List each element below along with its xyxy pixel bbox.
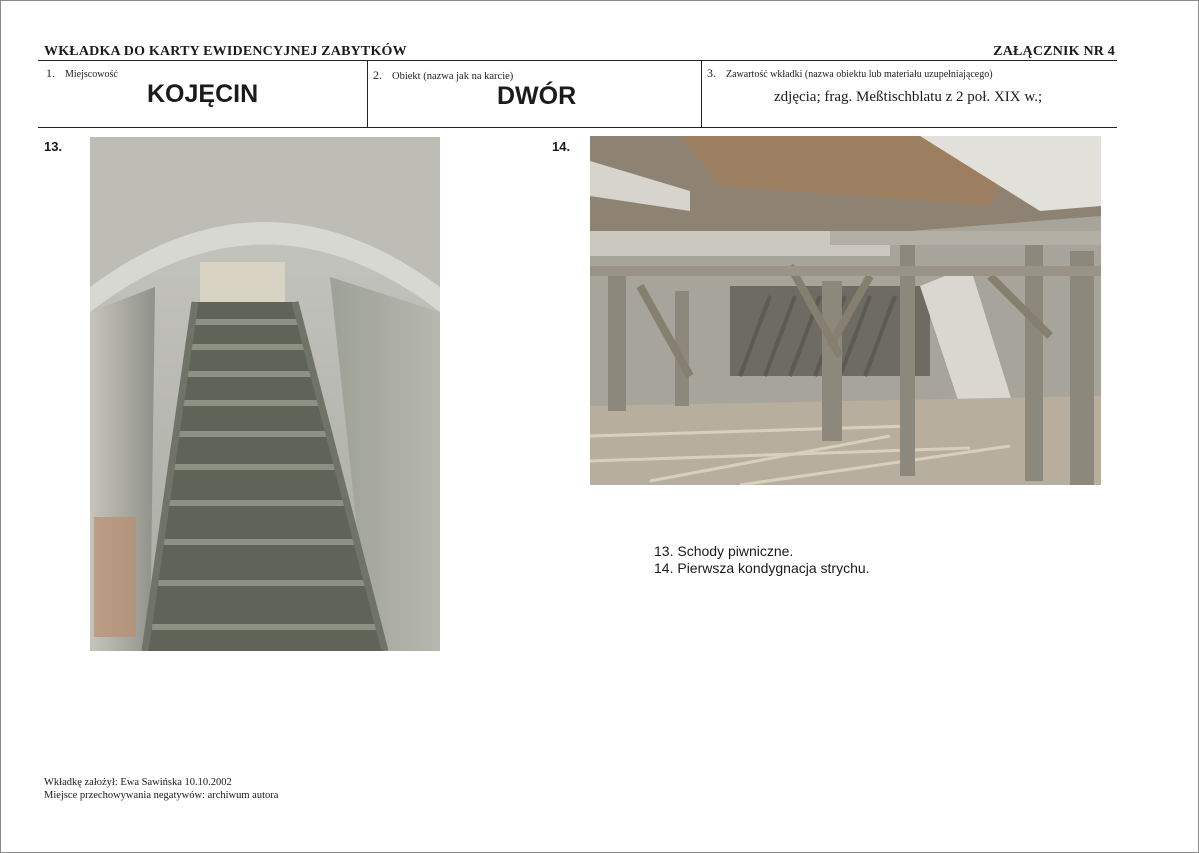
caption-14: 14. Pierwsza kondygnacja strychu. [654, 560, 870, 576]
attic-image [590, 136, 1101, 485]
header-rule-top [38, 60, 1117, 61]
footer [44, 776, 278, 802]
footer-negatives-storage: Miejsce przechowywania negatywów: archiwum autora [44, 790, 279, 801]
field-locality-label [46, 66, 118, 81]
contents-value: zdjęcia; frag. Meßtischblatu z 2 poł. XIX w.; [774, 89, 1043, 105]
field-contents-label [707, 66, 993, 81]
photo-attic [590, 136, 1101, 485]
cellar-stairs-image [90, 137, 440, 651]
locality-value: KOJĘCIN [147, 80, 259, 108]
footer-author: Wkładkę założył: Ewa Sawińska 10.10.2002 [44, 777, 232, 788]
document-title: WKŁADKA DO KARTY EWIDENCYJNEJ ZABYTKÓW [44, 44, 407, 59]
photo-number-14: 14. [552, 139, 571, 154]
object-value: DWÓR [497, 82, 577, 110]
field-number: 2. [373, 68, 382, 82]
field-number: 3. [707, 66, 716, 80]
field-label: Miejscowość [65, 69, 118, 80]
cell-divider-1 [367, 60, 368, 128]
attachment-number: ZAŁĄCZNIK NR 4 [993, 44, 1115, 59]
cell-divider-2 [701, 60, 702, 128]
header-rule-bottom [38, 127, 1117, 128]
photo-cellar-stairs [90, 137, 440, 651]
field-label: Zawartość wkładki (nazwa obiektu lub materiału uzupełniającego) [726, 69, 993, 80]
field-number: 1. [46, 66, 55, 80]
photo-captions [654, 543, 870, 577]
field-label: Obiekt (nazwa jak na karcie) [392, 71, 514, 82]
field-object-label [373, 68, 513, 83]
caption-13: 13. Schody piwniczne. [654, 543, 794, 559]
photo-number-13: 13. [44, 139, 63, 154]
